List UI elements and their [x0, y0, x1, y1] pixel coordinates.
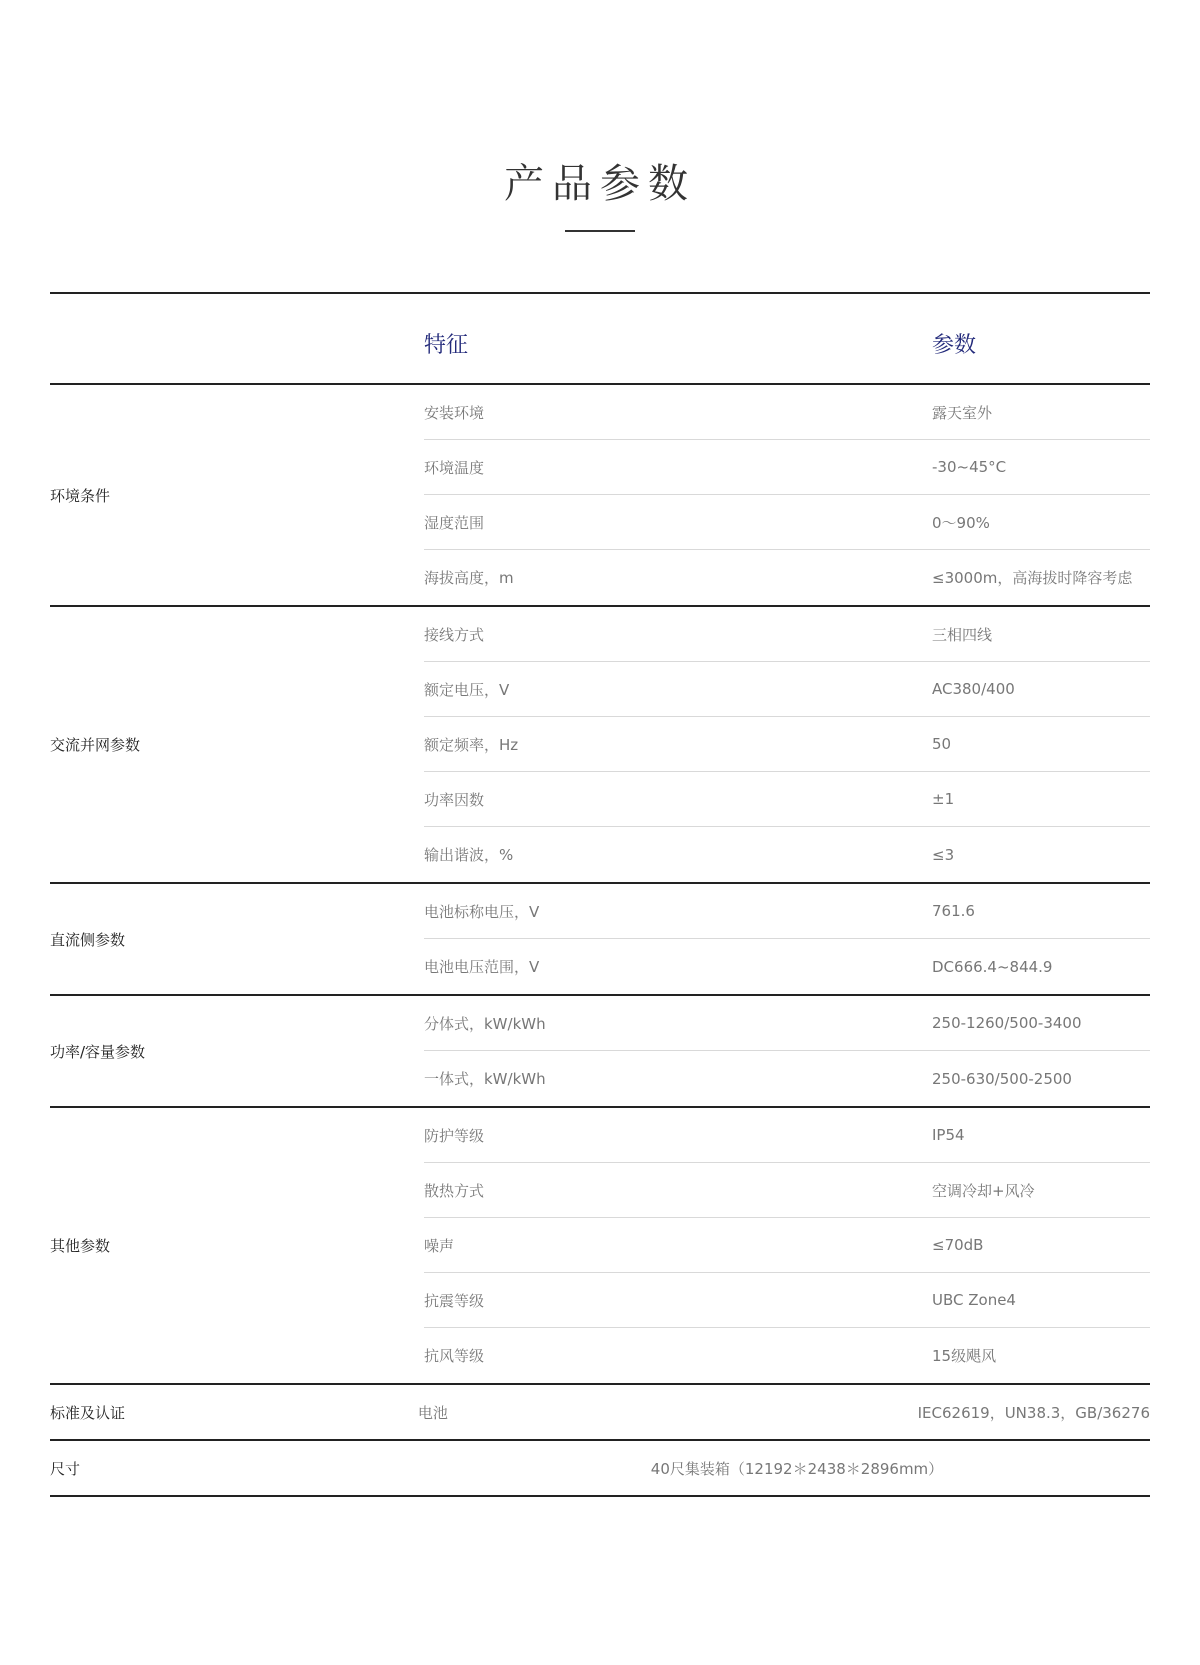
value-cell: ≤3000m，高海拔时降容考虑: [932, 569, 1133, 587]
feature-cell: 噪声: [424, 1236, 455, 1255]
table-row: [424, 717, 1150, 772]
value-cell: 0～90%: [932, 513, 990, 532]
group-items: [424, 884, 1150, 994]
table-row: [424, 996, 1150, 1051]
feature-cell: 防护等级: [424, 1126, 485, 1145]
group-items: [424, 607, 1150, 882]
standards-value: IEC62619，UN38.3，GB/36276: [917, 1403, 1150, 1422]
table-row: [424, 1163, 1150, 1218]
value-cell: 250-1260/500-3400: [932, 1014, 1082, 1032]
table-row: [424, 495, 1150, 550]
value-cell: 15级飓风: [932, 1347, 997, 1365]
dimensions-value: 40尺集装箱（12192＊2438＊2896mm）: [650, 1459, 944, 1478]
value-cell: 761.6: [932, 902, 975, 920]
feature-cell: 安装环境: [424, 403, 485, 422]
feature-cell: 功率因数: [424, 790, 485, 809]
feature-cell: 额定电压，V: [424, 680, 510, 699]
feature-cell: 海拔高度，m: [424, 569, 514, 587]
spec-group: [50, 884, 1150, 996]
feature-cell: 电池电压范围，V: [424, 958, 540, 976]
table-row: [424, 1273, 1150, 1328]
table-row: [424, 385, 1150, 440]
group-items: [424, 385, 1150, 605]
feature-cell: 散热方式: [424, 1181, 485, 1200]
value-cell: ≤70dB: [932, 1236, 984, 1254]
value-cell: IP54: [932, 1126, 965, 1144]
spec-group: [50, 1108, 1150, 1385]
value-cell: ±1: [932, 790, 955, 808]
group-items: [424, 1108, 1150, 1383]
feature-cell: 接线方式: [424, 625, 485, 644]
table-header: [50, 292, 1150, 385]
group-label: 环境条件: [50, 486, 111, 505]
feature-cell: 环境温度: [424, 458, 485, 477]
header-param: 参数: [932, 333, 977, 358]
page-title: 产品参数: [504, 161, 696, 207]
value-cell: 250-630/500-2500: [932, 1069, 1072, 1088]
value-cell: UBC Zone4: [932, 1291, 1016, 1309]
spec-table: [50, 292, 1150, 1497]
table-row: [424, 1108, 1150, 1163]
table-row: [424, 662, 1150, 717]
title-underline: [565, 230, 635, 232]
dimensions-label: 尺寸: [50, 1459, 81, 1478]
value-cell: DC666.4~844.9: [932, 957, 1053, 976]
table-row: [424, 884, 1150, 939]
feature-cell: 输出谐波，%: [424, 846, 514, 864]
standards-feature: 电池: [417, 1403, 448, 1422]
group-label: 交流并网参数: [50, 736, 141, 754]
spec-group: [50, 996, 1150, 1108]
value-cell: ≤3: [932, 845, 955, 864]
feature-cell: 电池标称电压，V: [424, 902, 540, 921]
table-row: [424, 440, 1150, 495]
table-row: [424, 939, 1150, 994]
feature-cell: 分体式，kW/kWh: [424, 1014, 546, 1033]
table-row: [424, 1328, 1150, 1383]
group-label: 其他参数: [50, 1237, 111, 1255]
table-row: [424, 1218, 1150, 1273]
value-cell: 露天室外: [932, 403, 993, 422]
group-label: 功率/容量参数: [50, 1042, 146, 1061]
value-cell: 50: [932, 735, 952, 753]
value-cell: 三相四线: [932, 625, 993, 644]
standards-label: 标准及认证: [50, 1403, 126, 1422]
header-feature: 特征: [424, 333, 469, 358]
table-row: [424, 550, 1150, 605]
table-row: [424, 607, 1150, 662]
table-row: [424, 827, 1150, 882]
feature-cell: 湿度范围: [424, 513, 485, 532]
feature-cell: 抗风等级: [424, 1347, 485, 1365]
feature-cell: 抗震等级: [424, 1291, 485, 1310]
group-label: 直流侧参数: [50, 930, 126, 949]
feature-cell: 一体式，kW/kWh: [424, 1070, 546, 1088]
group-items: [424, 996, 1150, 1106]
spec-groups: [50, 385, 1150, 1385]
spec-group: [50, 607, 1150, 884]
table-row: [424, 772, 1150, 827]
value-cell: AC380/400: [932, 680, 1015, 698]
feature-cell: 额定频率，Hz: [424, 735, 519, 754]
standards-row: [50, 1385, 1150, 1441]
dimensions-row: [50, 1441, 1150, 1497]
value-cell: -30~45°C: [932, 458, 1007, 476]
table-row: [424, 1051, 1150, 1106]
spec-group: [50, 385, 1150, 607]
value-cell: 空调冷却+风冷: [932, 1181, 1035, 1200]
